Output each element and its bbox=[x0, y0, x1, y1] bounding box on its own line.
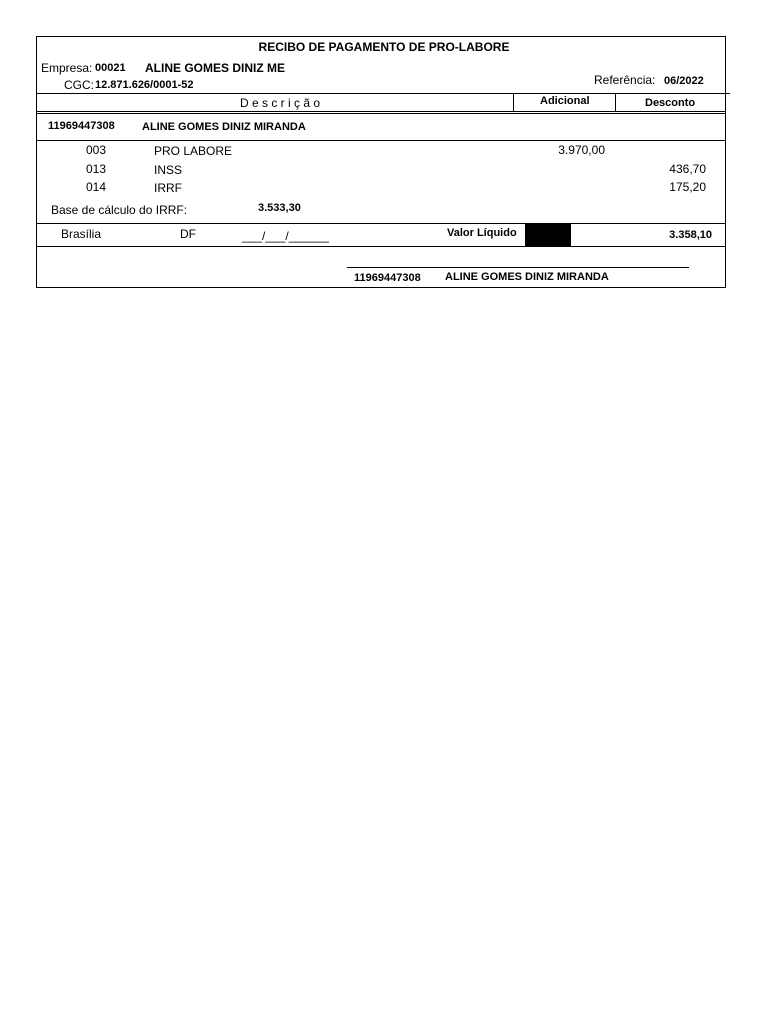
irrf-base-value: 3.533,30 bbox=[258, 202, 301, 214]
column-divider-discount bbox=[615, 93, 616, 111]
footer-top-rule bbox=[36, 223, 726, 224]
item-discount: 436,70 bbox=[669, 162, 706, 176]
item-description: PRO LABORE bbox=[154, 144, 233, 158]
irrf-base-label: Base de cálculo do IRRF: bbox=[51, 203, 188, 217]
employee-top-rule bbox=[36, 113, 726, 114]
item-description: IRRF bbox=[154, 181, 182, 195]
signature-id: 11969447308 bbox=[354, 272, 421, 284]
header-top-rule bbox=[36, 93, 730, 94]
signature-line bbox=[347, 267, 689, 268]
column-header-additional: Adicional bbox=[540, 95, 590, 107]
redaction-box bbox=[525, 224, 571, 246]
company-name: ALINE GOMES DINIZ ME bbox=[145, 61, 286, 75]
employee-id: 11969447308 bbox=[48, 120, 115, 132]
column-header-description: D e s c r i ç ã o bbox=[240, 96, 321, 110]
item-additional: 3.970,00 bbox=[558, 143, 605, 157]
footer-bottom-rule bbox=[36, 246, 726, 247]
item-description: INSS bbox=[154, 163, 183, 177]
employee-name: ALINE GOMES DINIZ MIRANDA bbox=[142, 121, 306, 133]
header-bottom-rule bbox=[36, 111, 726, 112]
item-code: 014 bbox=[86, 180, 107, 194]
reference-value: 06/2022 bbox=[664, 75, 704, 87]
company-label: Empresa: bbox=[41, 61, 93, 75]
cgc-value: 12.871.626/0001-52 bbox=[95, 79, 194, 91]
employee-bottom-rule bbox=[36, 140, 726, 141]
date-blank: ___/___/______ bbox=[242, 229, 329, 243]
net-value-label: Valor Líquido bbox=[447, 227, 517, 239]
cgc-label: CGC: bbox=[64, 78, 94, 92]
city: Brasília bbox=[61, 227, 102, 241]
item-code: 013 bbox=[86, 162, 107, 176]
receipt-title: RECIBO DE PAGAMENTO DE PRO-LABORE bbox=[258, 40, 510, 54]
column-header-discount: Desconto bbox=[645, 97, 696, 109]
company-code: 00021 bbox=[95, 62, 126, 74]
net-value: 3.358,10 bbox=[669, 229, 712, 241]
signature-name: ALINE GOMES DINIZ MIRANDA bbox=[445, 271, 609, 283]
item-code: 003 bbox=[86, 143, 107, 157]
column-divider-additional bbox=[513, 93, 514, 111]
item-discount: 175,20 bbox=[669, 180, 706, 194]
state: DF bbox=[180, 227, 196, 241]
reference-label: Referência: bbox=[594, 73, 656, 87]
